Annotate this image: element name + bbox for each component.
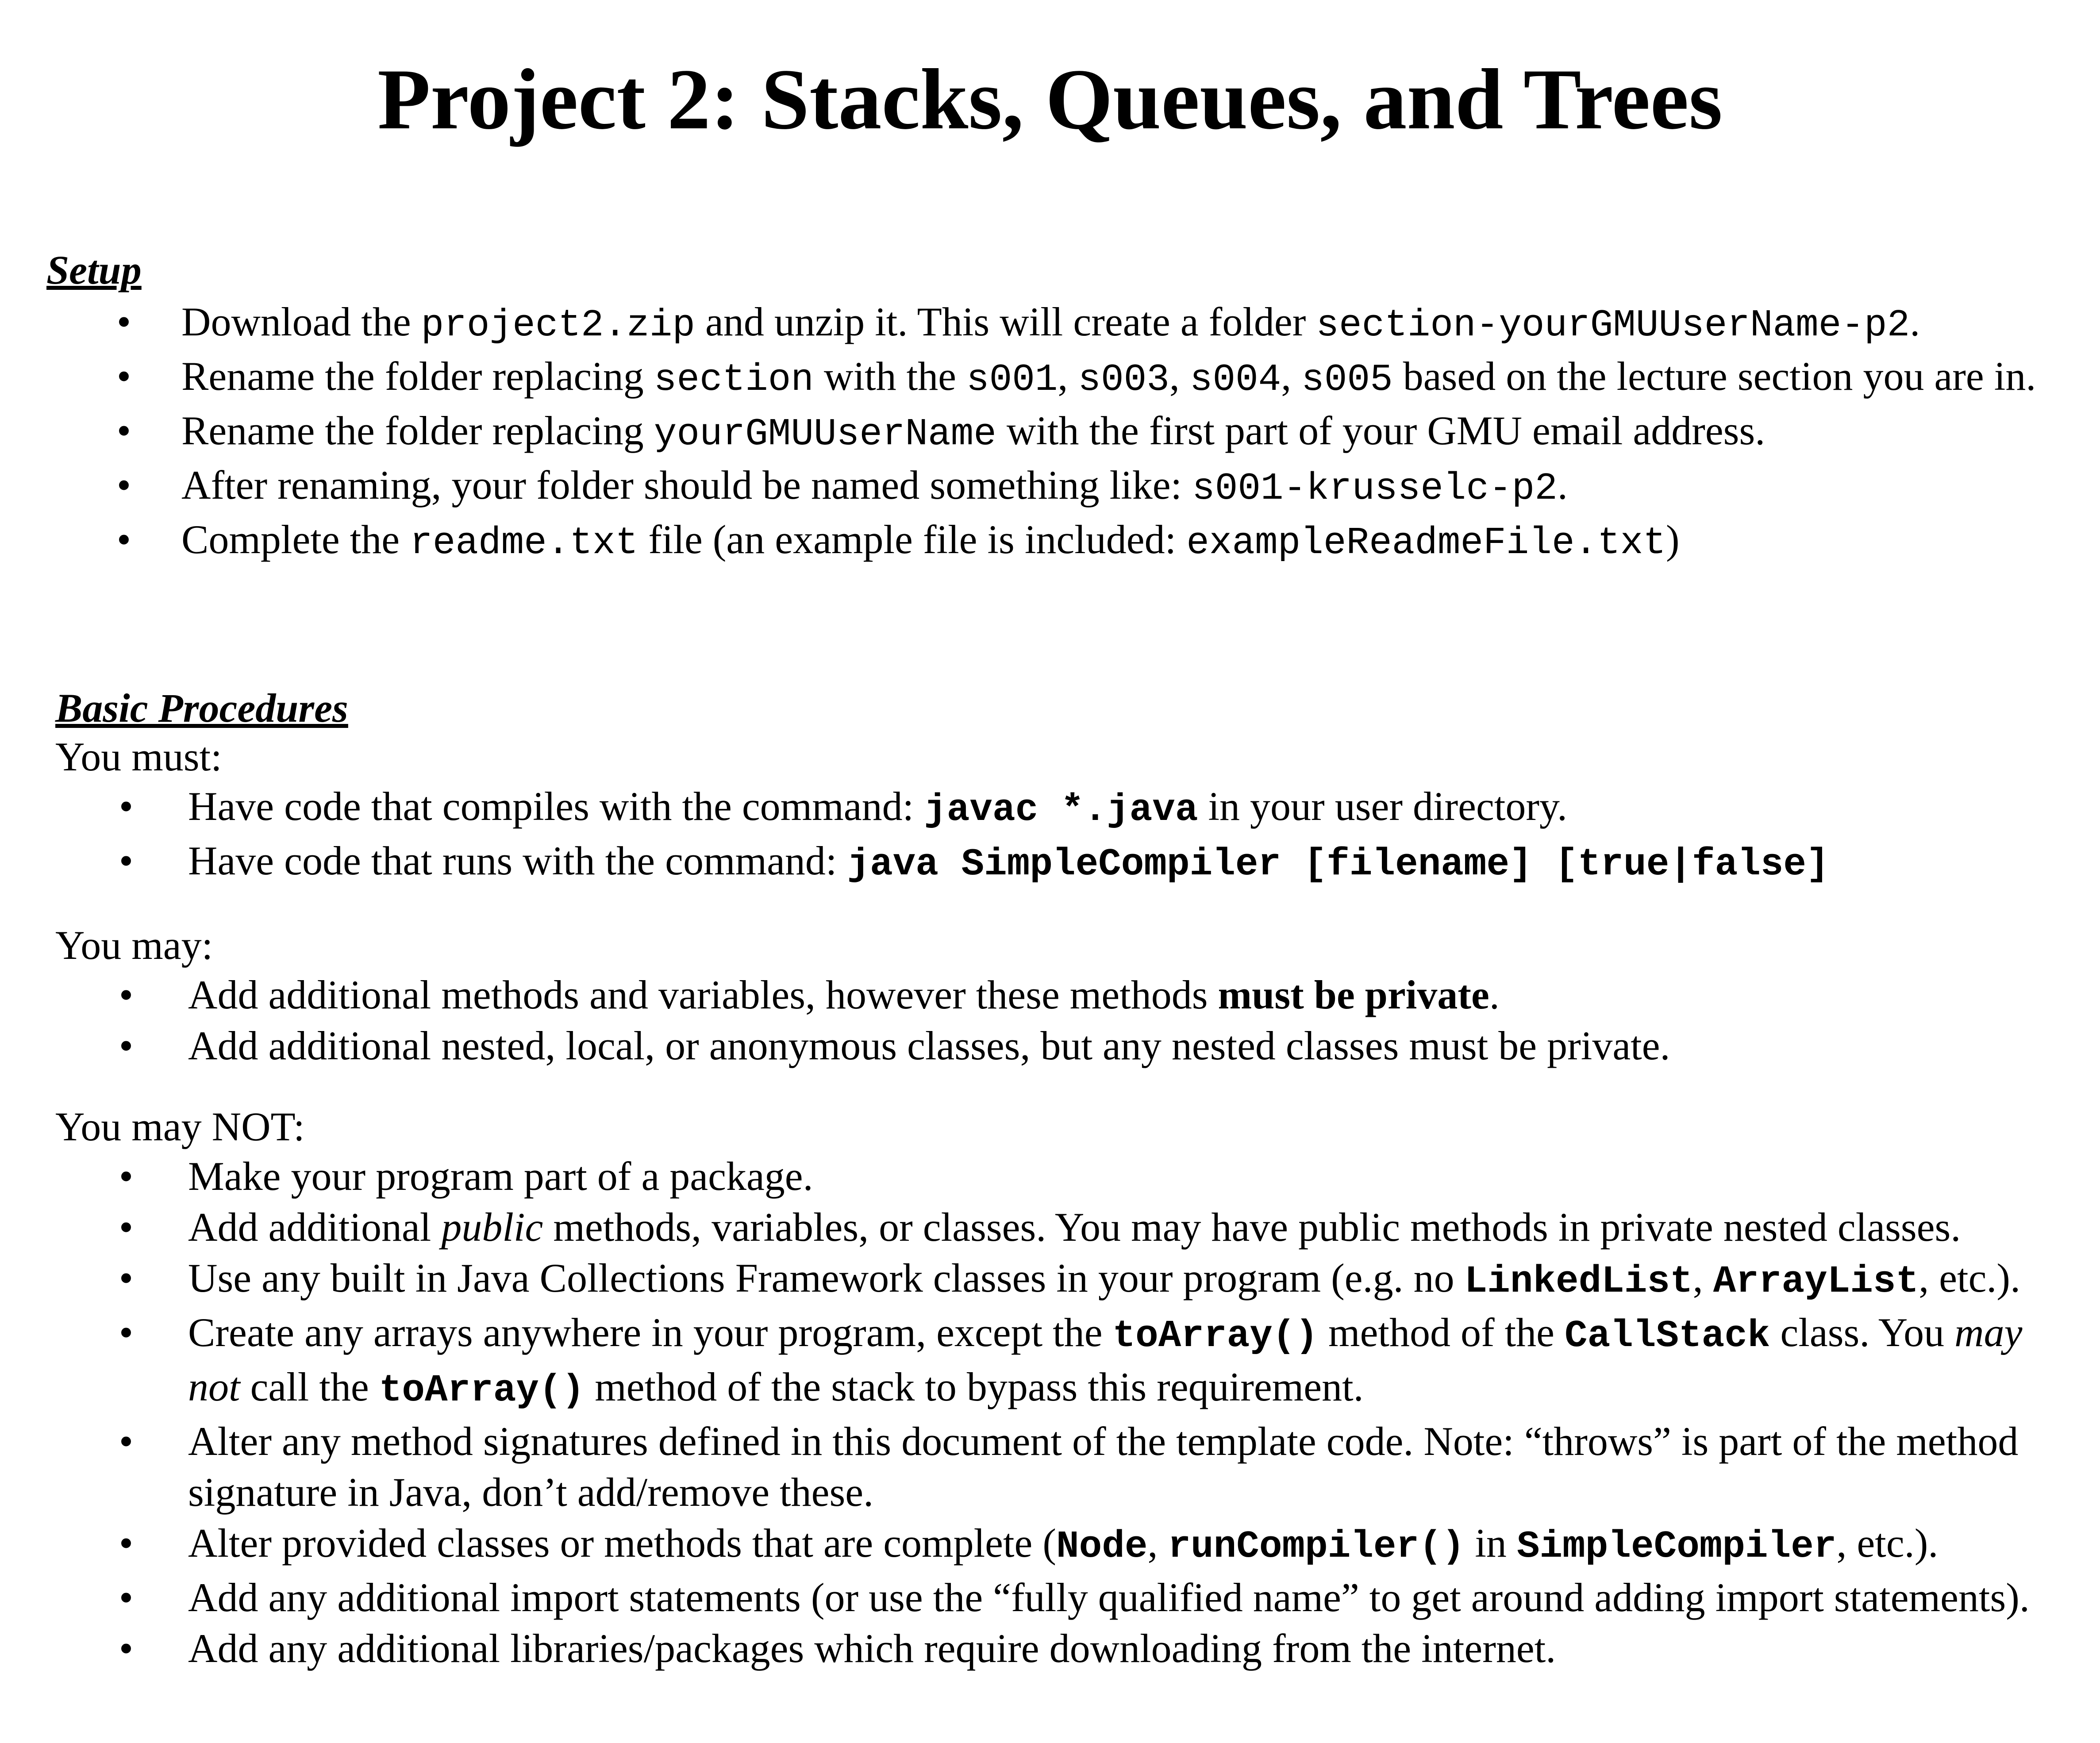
code-text: section-yourGMUUserName-p2: [1316, 304, 1910, 347]
text: and unzip it. This will create a folder: [695, 299, 1316, 344]
basic-procedures-section: [0, 684, 2100, 1674]
list-item: [0, 1518, 2044, 1572]
code-text: toArray(): [379, 1369, 585, 1412]
may-not-list: [0, 1151, 2044, 1674]
setup-section: [0, 246, 2100, 569]
bullet-icon: •: [119, 1626, 134, 1671]
text: Add additional methods and variables, however these methods: [188, 972, 1218, 1017]
text: in: [1465, 1520, 1517, 1566]
must-label: You must:: [55, 734, 222, 779]
code-text: ArrayList: [1713, 1260, 1919, 1303]
text: Download the: [181, 299, 421, 344]
text: with the first part of your GMU email address.: [996, 408, 1765, 453]
list-item: [0, 835, 2100, 890]
code-text: yourGMUUserName: [654, 412, 996, 456]
code-text: s001-krusselc-p2: [1192, 467, 1558, 510]
list-item: [0, 1623, 2044, 1674]
list-item: [0, 1307, 2044, 1416]
code-text: readme.txt: [410, 521, 638, 565]
text: ,: [1147, 1520, 1168, 1566]
code-text: project2.zip: [421, 304, 695, 347]
bullet-icon: •: [116, 354, 131, 399]
text: Use any built in Java Collections Framework classes in your program (e.g. no: [188, 1255, 1465, 1301]
text: class. You: [1770, 1310, 1955, 1355]
bullet-icon: •: [116, 299, 131, 344]
text: Alter any method signatures defined in this document of the template code. Note: “throws” is part of the method signature in Java, don’t add/remove these.: [188, 1419, 2019, 1515]
list-item: [0, 1020, 2100, 1071]
code-text: LinkedList: [1464, 1260, 1693, 1303]
code-text: s001: [966, 358, 1058, 401]
bullet-icon: •: [119, 1575, 134, 1620]
text: Add any additional libraries/packages which require downloading from the internet.: [188, 1626, 1556, 1671]
text: .: [1557, 462, 1568, 508]
list-item: [0, 1253, 2044, 1307]
list-item: [0, 460, 2100, 514]
text: Rename the folder replacing: [181, 354, 654, 399]
text: , etc.).: [1836, 1520, 1938, 1566]
text: method of the: [1318, 1310, 1565, 1355]
bold-text: must be private: [1218, 972, 1489, 1017]
list-item: [0, 781, 2100, 835]
text: Complete the: [181, 517, 410, 562]
text: Add additional nested, local, or anonymous classes, but any nested classes must be private.: [188, 1023, 1670, 1068]
basic-procedures-heading: Basic Procedures: [55, 685, 348, 731]
bullet-icon: •: [119, 1310, 134, 1355]
code-text: CallStack: [1565, 1314, 1770, 1358]
text: Have code that runs with the command:: [188, 838, 847, 883]
page-title: Project 2: Stacks, Queues, and Trees: [377, 51, 1723, 147]
text: method of the stack to bypass this requirement.: [585, 1364, 1364, 1409]
code-text: SimpleCompiler: [1516, 1525, 1837, 1568]
bullet-icon: •: [119, 1023, 134, 1068]
text: Have code that compiles with the command:: [188, 784, 924, 829]
text: , etc.).: [1919, 1255, 2021, 1301]
text: After renaming, your folder should be named something like:: [181, 462, 1192, 508]
list-item: [0, 1416, 2044, 1518]
bullet-icon: •: [119, 784, 134, 829]
bullet-icon: •: [116, 462, 131, 508]
command-text: java SimpleCompiler [filename] [true|false]: [847, 843, 1829, 886]
code-text: runCompiler(): [1168, 1525, 1465, 1568]
text: ,: [1058, 354, 1078, 399]
text: ): [1665, 517, 1680, 562]
text: call the: [240, 1364, 379, 1409]
text: ,: [1169, 354, 1190, 399]
setup-heading: Setup: [46, 247, 142, 292]
list-item: [0, 970, 2100, 1020]
bullet-icon: •: [119, 972, 134, 1017]
text: .: [1910, 299, 1920, 344]
code-text: section: [654, 358, 814, 401]
text: .: [1489, 972, 1500, 1017]
text: Alter provided classes or methods that are complete (: [188, 1520, 1057, 1566]
text: ,: [1692, 1255, 1713, 1301]
bullet-icon: •: [116, 408, 131, 453]
text: Add any additional import statements (or use the “fully qualified name” to get around adding import statements).: [188, 1575, 2030, 1620]
text: methods, variables, or classes. You may have public methods in private nested classes.: [543, 1204, 1961, 1250]
list-item: [0, 296, 2100, 351]
text: ,: [1281, 354, 1302, 399]
bullet-icon: •: [116, 517, 131, 562]
code-text: toArray(): [1112, 1314, 1319, 1358]
code-text: exampleReadmeFile.txt: [1186, 521, 1666, 565]
may-label: You may:: [55, 923, 213, 968]
may-not-label: You may NOT:: [55, 1104, 305, 1149]
may-list: [0, 970, 2100, 1071]
list-item: [0, 1202, 2044, 1253]
list-item: [0, 514, 2100, 569]
bullet-icon: •: [119, 838, 134, 883]
bullet-icon: •: [119, 1255, 134, 1301]
bullet-icon: •: [119, 1204, 134, 1250]
text: with the: [814, 354, 966, 399]
bullet-icon: •: [119, 1154, 134, 1199]
code-text: s003: [1078, 358, 1169, 401]
text: in your user directory.: [1198, 784, 1568, 829]
list-item: [0, 1572, 2044, 1623]
bullet-icon: •: [119, 1419, 134, 1464]
text: based on the lecture section you are in.: [1392, 354, 2036, 399]
text: Create any arrays anywhere in your program, except the: [188, 1310, 1113, 1355]
italic-text: public: [441, 1204, 543, 1250]
list-item: [0, 405, 2100, 460]
list-item: [0, 1151, 2044, 1202]
text: Make your program part of a package.: [188, 1154, 813, 1199]
code-text: s004: [1189, 358, 1281, 401]
setup-list: [0, 296, 2100, 569]
command-text: javac *.java: [924, 788, 1198, 831]
code-text: Node: [1056, 1525, 1148, 1568]
text: Add additional: [188, 1204, 442, 1250]
italic-text: may not: [188, 1310, 2023, 1409]
text: file (an example file is included:: [638, 517, 1187, 562]
text: Rename the folder replacing: [181, 408, 654, 453]
bullet-icon: •: [119, 1520, 134, 1566]
code-text: s005: [1301, 358, 1393, 401]
must-list: [0, 781, 2100, 890]
list-item: [0, 351, 2100, 405]
